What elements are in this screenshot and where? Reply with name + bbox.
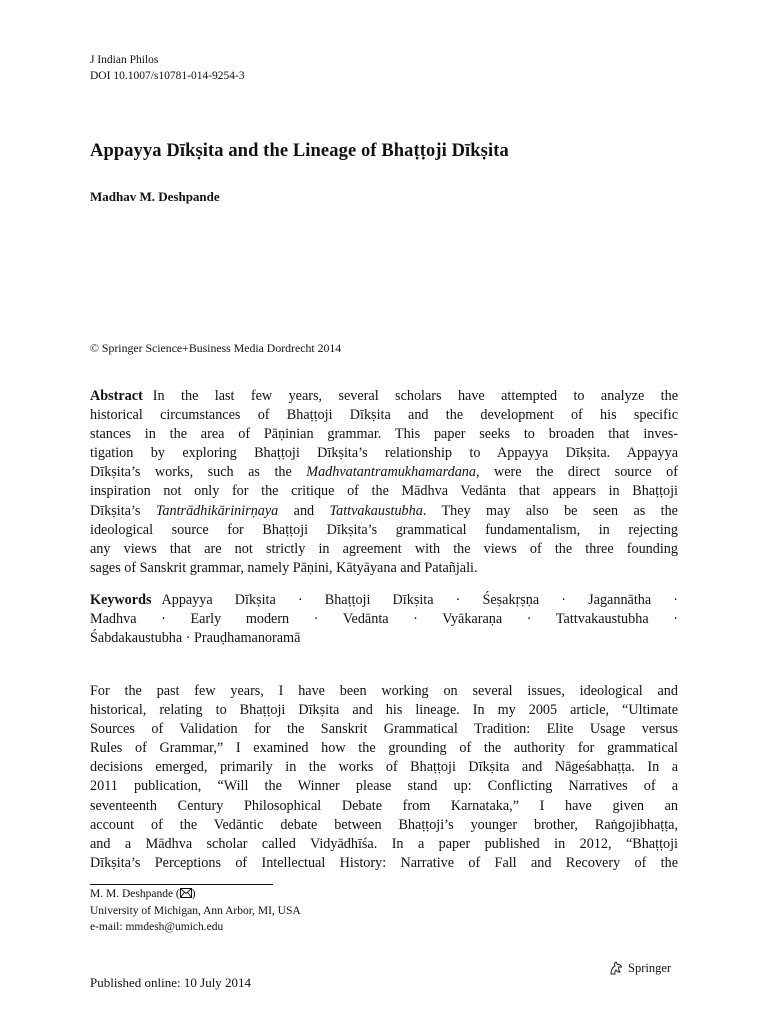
abstract-line: historical circumstances of Bhaṭṭoji Dīkṣita and the development of his specific — [90, 407, 678, 424]
body-line: For the past few years, I have been working on several issues, ideological and — [90, 683, 678, 699]
abstract-line: any views that are not strictly in agreement with the views of the three founding — [90, 540, 678, 557]
italic-work-title: Tattvakaustubha — [329, 502, 423, 519]
doi: DOI 10.1007/s10781-014-9254-3 — [90, 70, 245, 82]
journal-header — [90, 52, 245, 84]
body-paragraph — [90, 682, 678, 873]
body-line: seventeenth Century Philosophical Debate from Karnataka,” I have given an — [90, 797, 678, 814]
body-line: and a Mādhva scholar called Vidyādhīśa. In a paper published in 2012, “Bhaṭṭoji — [90, 835, 678, 852]
springer-horse-icon — [608, 960, 624, 976]
envelope-icon — [180, 887, 192, 903]
keywords-line: Madhva · Early modern · Vedānta · Vyākaraṇa · Tattvakaustubha · — [90, 611, 678, 628]
keywords — [90, 591, 678, 648]
body-line: historical, relating to Bhaṭṭoji Dīkṣita and his lineage. In my 2005 article, “Ultimate — [90, 702, 678, 719]
author-name: Madhav M. Deshpande — [90, 189, 220, 204]
footnote-author: M. M. Deshpande ( ) — [90, 886, 301, 903]
keywords-line: Keywords Appayya Dīkṣita · Bhaṭṭoji Dīkṣita · Śeṣakṛṣṇa · Jagannātha · — [90, 592, 678, 608]
body-line: 2011 publication, “Will the Winner please stand up: Conflicting Narratives of a — [90, 778, 678, 795]
italic-work-title: Tantrādhikārinirṇaya — [155, 502, 279, 519]
affiliation: University of Michigan, Ann Arbor, MI, USA — [90, 905, 301, 917]
abstract-line: tigation by exploring Bhaṭṭoji Dīkṣita’s relationship to Appayya Dīkṣita. Appayya — [90, 445, 678, 462]
author-email[interactable]: e-mail: mmdesh@umich.edu — [90, 921, 224, 933]
keywords-heading: Keywords — [90, 592, 152, 608]
body-line: Rules of Grammar,” I examined how the grounding of the authority for grammatical — [90, 740, 678, 757]
abstract-line: inspiration not only for the critique of the Mādhva Vedānta that appears in Bhaṭṭoji — [90, 483, 678, 500]
author-affiliation — [90, 886, 301, 935]
abstract-heading: Abstract — [90, 388, 143, 404]
abstract-line: sages of Sanskrit grammar, namely Pāṇini, Kātyāyana and Patañjali. — [90, 559, 478, 576]
publisher-name: Springer — [628, 960, 672, 975]
body-line: Dīkṣita’s Perceptions of Intellectual History: Narrative of Fall and Recovery of the — [90, 854, 678, 871]
keywords-line: Śabdakaustubha · Prauḍhamanoramā — [90, 630, 301, 647]
abstract-line: Dīkṣita’s works, such as the Madhvatantramukhamardana, were the direct source of — [90, 464, 678, 481]
body-line: Sources of Validation for the Sanskrit Grammatical Tradition: Elite Usage versus — [90, 721, 678, 738]
body-line: decisions emerged, primarily in the works of Bhaṭṭoji Dīkṣita and Nāgeśabhaṭṭa. In a — [90, 759, 678, 776]
published-date: Published online: 10 July 2014 — [90, 975, 252, 990]
journal-name: J Indian Philos — [90, 54, 159, 66]
body-line: account of the Vedāntic debate between Bhaṭṭoji’s younger brother, Raṅgojibhaṭṭa, — [90, 816, 678, 833]
abstract-line: Dīkṣita’s Tantrādhikārinirṇaya and Tattvakaustubha. They may also be seen as the — [90, 502, 678, 519]
abstract-line: Abstract In the last few years, several scholars have attempted to analyze the — [90, 388, 678, 404]
italic-work-title: Madhvatantramukhamardana — [306, 464, 476, 481]
abstract — [90, 387, 678, 578]
abstract-line: ideological source for Bhaṭṭoji Dīkṣita’s grammatical fundamentalism, in rejecting — [90, 521, 678, 538]
copyright-line: © Springer Science+Business Media Dordrecht 2014 — [90, 341, 342, 355]
article-title: Appayya Dīkṣita and the Lineage of Bhaṭṭoji Dīkṣita — [90, 141, 509, 161]
publisher-logo — [608, 960, 671, 976]
abstract-line: stances in the area of Pāṇinian grammar. This paper seeks to broaden that inves- — [90, 426, 678, 443]
footnote-rule — [90, 884, 273, 885]
